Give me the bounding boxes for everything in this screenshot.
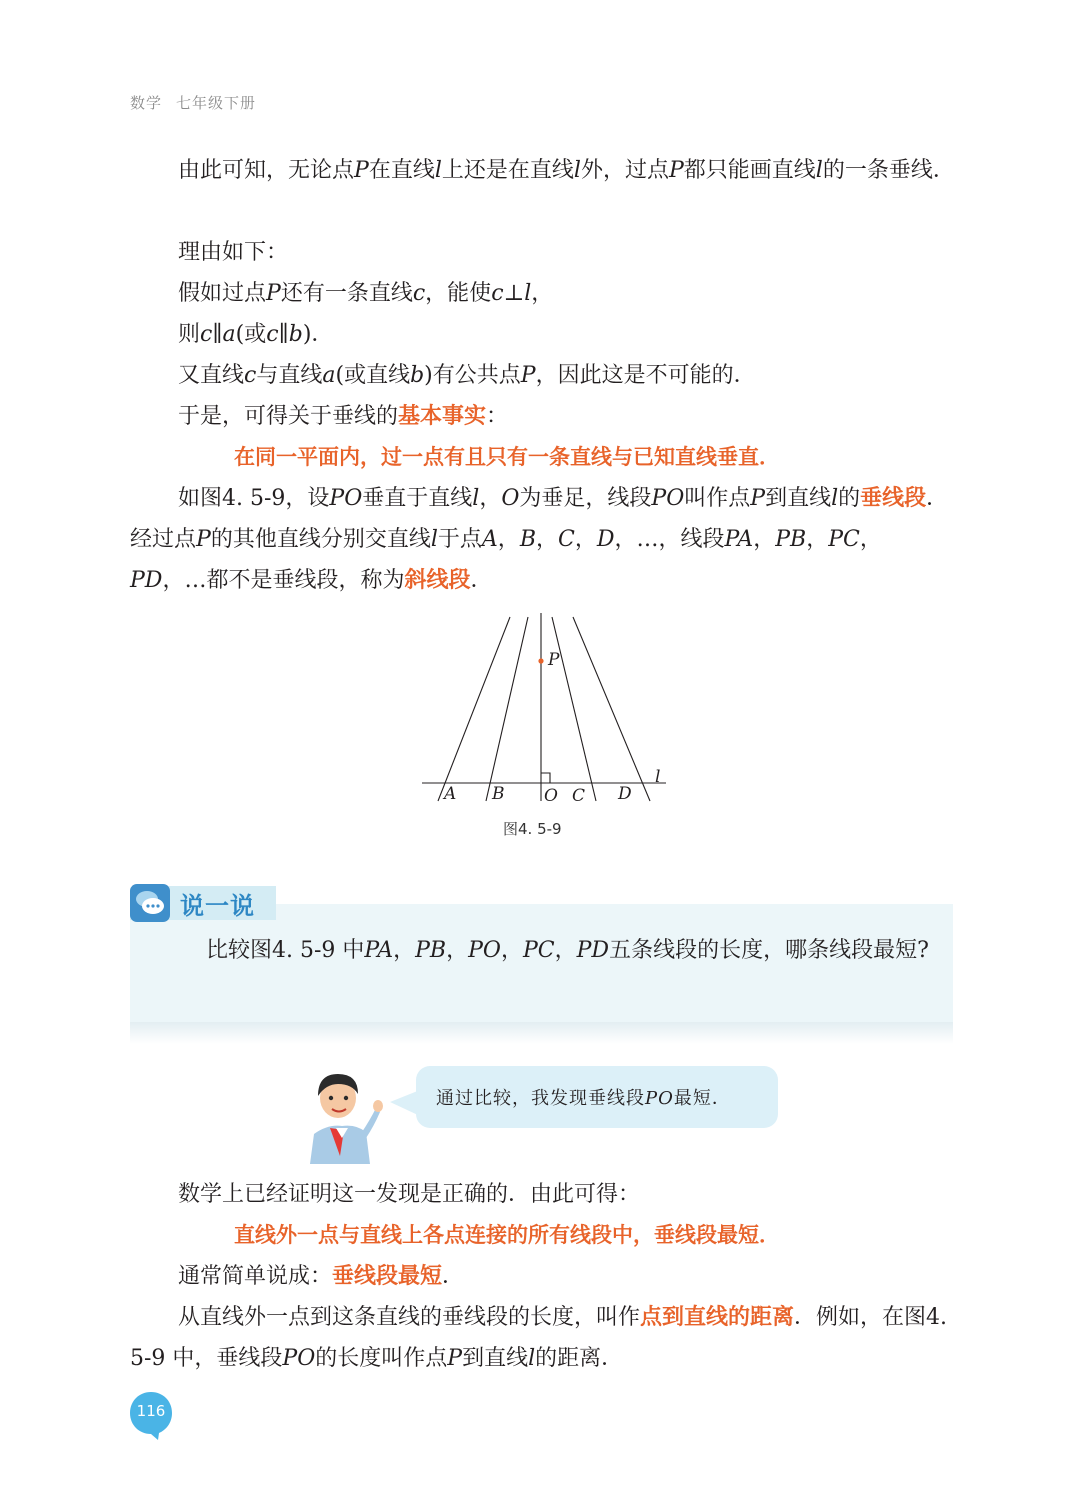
label-D: D [618,784,632,804]
paragraph-assume: 假如过点P还有一条直线c，能使c⊥l， [178,281,554,306]
label-l: l [655,767,661,787]
paragraph-proven: 数学上已经证明这一发现是正确的．由此可得： [178,1182,641,1207]
right-angle-mark [541,773,550,783]
paragraph-reason-heading: 理由如下： [178,240,289,265]
speech-bubble-text: 通过比较，我发现垂线段PO最短． [436,1088,731,1109]
label-C: C [572,786,586,806]
page-number: 116 [136,1402,166,1420]
header-grade: 七年级下册 [176,94,257,112]
key-statement-shortest: 直线外一点与直线上各点连接的所有线段中，垂线段最短． [234,1223,780,1247]
emphasis-oblique-segment: 斜线段 [404,568,471,593]
figure-caption: 图4. 5-9 [503,820,562,838]
label-O: O [544,786,558,806]
running-header [130,92,256,113]
line-PD [573,617,650,801]
paragraph-definition: 如图4. 5-9，设PO垂直于直线l，O为垂足，线段PO叫作点P到直线l的垂线段．经过点P的其他直线分别交直线l于点A，B，C，D，…，线段PA，PB，PC，PD，…都不是垂线段，称为斜线段． [130,486,949,593]
say-section-title: 说一说 [180,892,255,920]
emphasis-basic-fact: 基本事实 [398,404,487,429]
line-PC [552,617,596,801]
emphasis-perpendicular-segment: 垂线段 [860,486,927,511]
student-boy-illustration [296,1068,388,1164]
paragraph-contradiction: 又直线c与直线a(或直线b)有公共点P，因此这是不可能的． [178,363,756,388]
paragraph-then: 则c∥a(或c∥b)． [178,322,334,347]
speech-bubbles-icon [130,884,170,922]
paragraph-short-form: 通常简单说成：垂线段最短． [178,1264,465,1289]
line-PB [486,617,528,801]
paragraph-distance-definition: 从直线外一点到这条直线的垂线段的长度，叫作点到直线的距离．例如，在图4. 5-9 中，垂线段PO的长度叫作点P到直线l的距离． [130,1305,948,1371]
key-statement-perpendicular: 在同一平面内，过一点有且只有一条直线与已知直线垂直． [234,445,780,469]
label-A: A [444,784,457,804]
figure-4-5-9 [400,605,690,815]
label-P: P [548,650,560,670]
paragraph-conclusion: 由此可知，无论点P在直线l上还是在直线l外，过点P都只能画直线l的一条垂线． [178,158,955,183]
emphasis-distance: 点到直线的距离 [640,1305,795,1330]
say-section-shadow [130,1022,953,1044]
line-PA [438,617,510,801]
header-subject: 数学 [130,94,163,112]
paragraph-basic-fact-intro: 于是，可得关于垂线的基本事实： [178,404,509,429]
say-section-question: 比较图4. 5-9 中PA，PB，PO，PC，PD五条线段的长度，哪条线段最短? [206,938,929,963]
point-P [538,658,543,663]
emphasis-shortest: 垂线段最短 [332,1264,443,1289]
label-B: B [492,784,505,804]
